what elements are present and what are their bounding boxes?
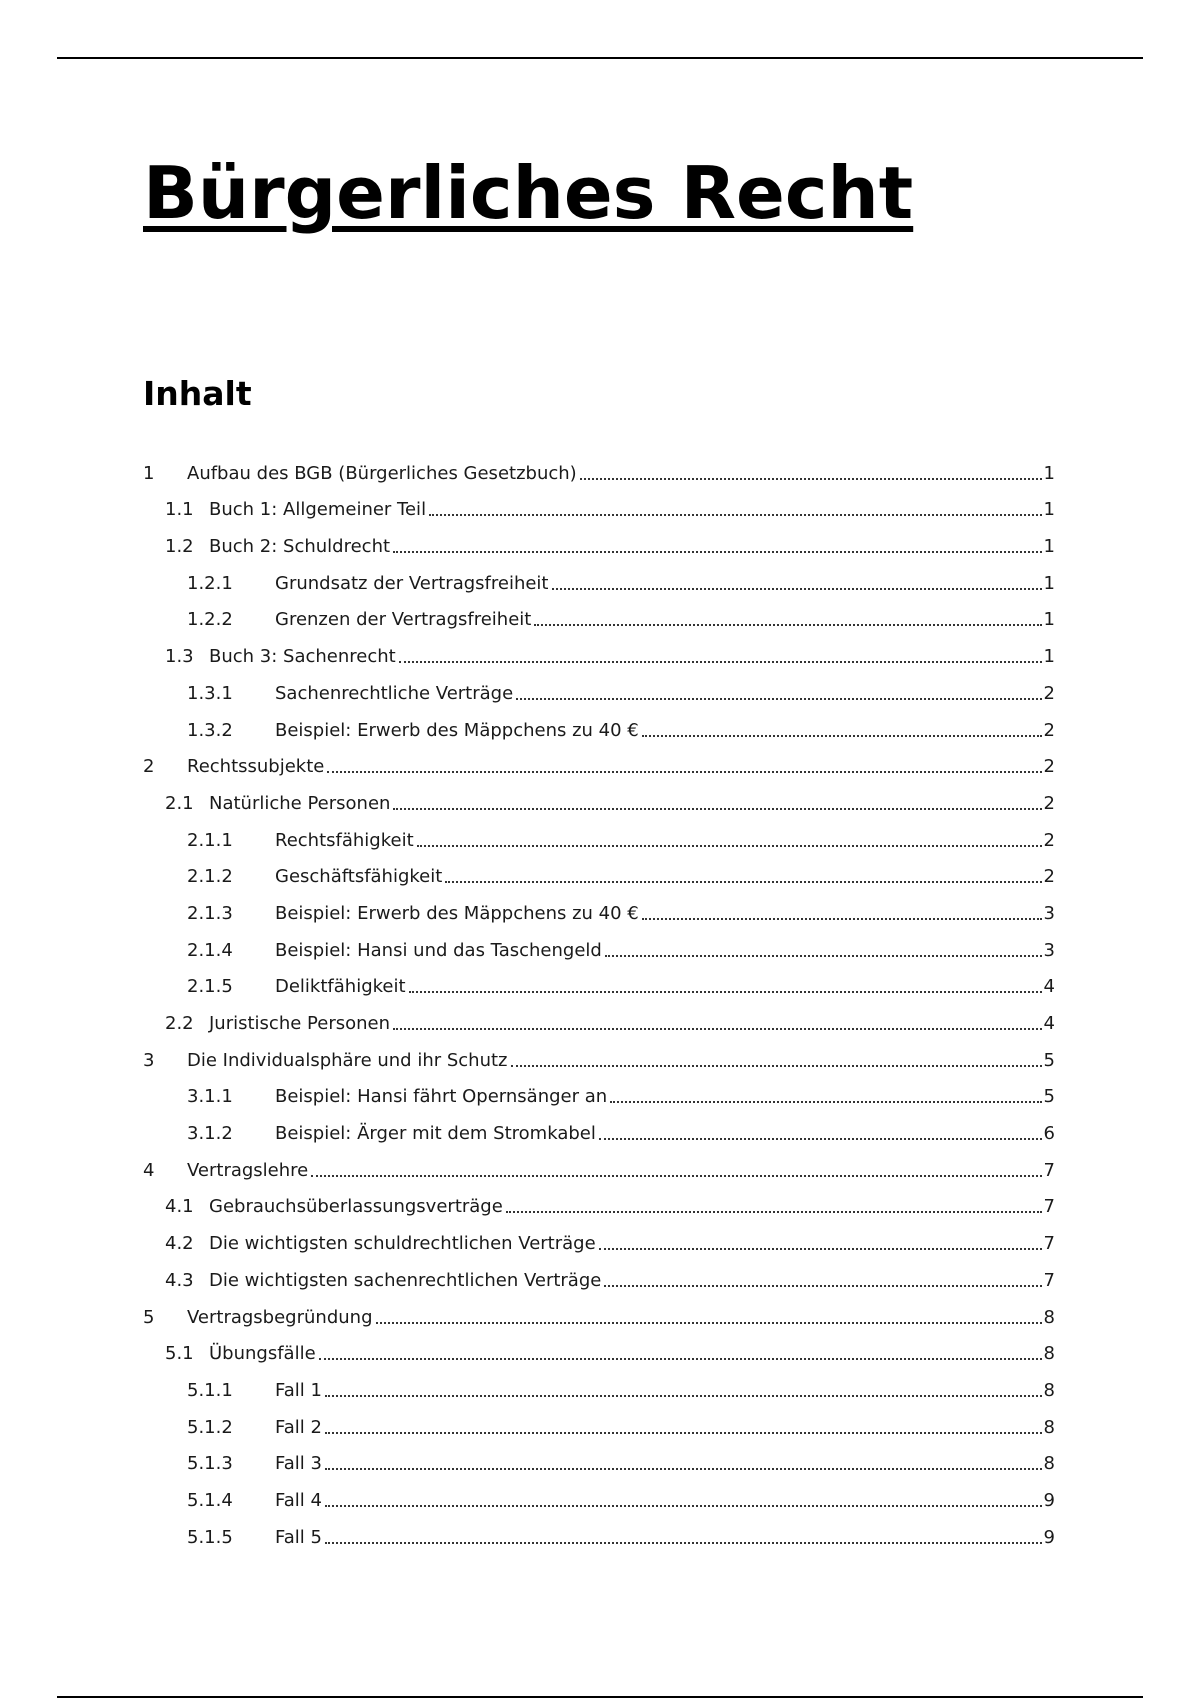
toc-entry-number: 1.2.2 [187,609,233,631]
toc-entry-label: Fall 1 [275,1379,322,1401]
toc-entry-number: 1.3 [165,646,194,668]
toc-entry-number: 4 [143,1159,155,1181]
toc-entry-number: 5.1 [165,1343,194,1365]
toc-entry[interactable] [143,1190,1055,1227]
toc-dot-leader [516,698,1041,700]
toc-entry[interactable] [143,1337,1055,1374]
toc-entry-number: 5.1.2 [187,1416,233,1438]
toc-dot-leader [445,881,1041,883]
toc-dot-leader [599,1248,1042,1250]
toc-entry-number: 5 [143,1306,155,1328]
toc-entry-number: 5.1.1 [187,1379,233,1401]
toc-dot-leader [393,1028,1042,1030]
toc-entry-label: Beispiel: Hansi und das Taschengeld [275,939,602,961]
toc-entry-label: Fall 4 [275,1489,322,1511]
toc-entry-number: 3 [143,1049,155,1071]
toc-dot-leader [325,1432,1042,1434]
toc-entry-page: 6 [1043,1123,1055,1145]
toc-entry[interactable] [143,713,1055,750]
toc-entry[interactable] [143,1410,1055,1447]
toc-entry-number: 5.1.4 [187,1489,233,1511]
toc-entry[interactable] [143,1153,1055,1190]
document-title: Bürgerliches Recht [143,151,914,235]
toc-entry-label: Beispiel: Erwerb des Mäppchens zu 40 € [275,902,639,924]
toc-dot-leader [393,808,1041,810]
toc-entry[interactable] [143,1006,1055,1043]
header-rule [57,57,1143,59]
toc-entry-label: Fall 2 [275,1416,322,1438]
toc-dot-leader [610,1101,1041,1103]
toc-entry-page: 2 [1043,792,1055,814]
toc-dot-leader [534,624,1041,626]
toc-entry[interactable] [143,970,1055,1007]
toc-entry-number: 2.1.3 [187,902,233,924]
toc-entry[interactable] [143,860,1055,897]
toc-dot-leader [429,514,1041,516]
toc-dot-leader [605,955,1042,957]
toc-entry-page: 2 [1043,756,1055,778]
toc-dot-leader [325,1468,1042,1470]
toc-entry[interactable] [143,1080,1055,1117]
toc-entry-page: 2 [1043,866,1055,888]
toc-entry[interactable] [143,1483,1055,1520]
toc-dot-leader [399,661,1042,663]
toc-entry-page: 8 [1043,1379,1055,1401]
toc-heading: Inhalt [143,374,252,413]
toc-entry-label: Fall 3 [275,1453,322,1475]
table-of-contents [143,456,1055,1557]
toc-entry-page: 1 [1043,536,1055,558]
toc-entry-page: 5 [1043,1049,1055,1071]
toc-entry-number: 1.3.1 [187,682,233,704]
toc-dot-leader [409,991,1042,993]
toc-entry-label: Buch 2: Schuldrecht [209,536,391,558]
toc-entry[interactable] [143,603,1055,640]
toc-entry-label: Grenzen der Vertragsfreiheit [275,609,532,631]
toc-entry[interactable] [143,1300,1055,1337]
toc-entry-label: Rechtssubjekte [187,756,325,778]
toc-dot-leader [580,478,1042,480]
toc-entry-label: Rechtsfähigkeit [275,829,414,851]
toc-entry-label: Fall 5 [275,1526,322,1548]
toc-dot-leader [511,1065,1042,1067]
toc-entry-label: Übungsfälle [209,1343,316,1365]
toc-entry-label: Grundsatz der Vertragsfreiheit [275,572,549,594]
toc-entry-number: 2.2 [165,1013,194,1034]
toc-entry[interactable] [143,823,1055,860]
toc-entry-label: Aufbau des BGB (Bürgerliches Gesetzbuch) [187,462,577,484]
toc-entry-number: 1.3.2 [187,719,233,741]
toc-entry[interactable] [143,1263,1055,1300]
toc-entry[interactable] [143,676,1055,713]
toc-dot-leader [642,918,1042,920]
toc-dot-leader [327,771,1041,773]
toc-dot-leader [325,1542,1042,1544]
toc-entry-label: Natürliche Personen [209,792,391,814]
toc-entry-label: Beispiel: Erwerb des Mäppchens zu 40 € [275,719,639,741]
toc-entry[interactable] [143,896,1055,933]
toc-entry[interactable] [143,1226,1055,1263]
toc-entry-label: Deliktfähigkeit [275,976,406,998]
toc-entry-page: 1 [1043,572,1055,594]
toc-entry-number: 1 [143,462,155,484]
toc-entry[interactable] [143,1043,1055,1080]
toc-entry-page: 3 [1043,902,1055,924]
toc-entry-page: 4 [1043,976,1055,998]
toc-entry-number: 4.2 [165,1233,194,1255]
toc-entry-number: 2.1.4 [187,939,233,961]
toc-dot-leader [552,588,1042,590]
toc-entry-page: 2 [1043,829,1055,851]
toc-entry-number: 1.1 [165,499,194,521]
toc-entry-page: 8 [1043,1416,1055,1438]
toc-entry-label: Vertragsbegründung [187,1306,373,1328]
toc-entry[interactable] [143,1520,1055,1557]
toc-entry-page: 8 [1043,1453,1055,1475]
toc-entry-page: 8 [1043,1306,1055,1328]
toc-entry-number: 1.2.1 [187,572,233,594]
toc-entry[interactable] [143,529,1055,566]
toc-entry-number: 2.1 [165,792,194,814]
toc-entry-number: 2 [143,756,155,778]
toc-entry-label: Beispiel: Hansi fährt Opernsänger an [275,1086,608,1108]
toc-dot-leader [325,1505,1042,1507]
toc-entry[interactable] [143,493,1055,530]
toc-entry-label: Sachenrechtliche Verträge [275,682,514,704]
toc-entry-page: 5 [1043,1086,1055,1108]
toc-dot-leader [506,1211,1042,1213]
toc-entry-page: 9 [1043,1526,1055,1548]
toc-entry-label: Vertragslehre [187,1159,309,1181]
toc-entry-page: 1 [1043,499,1055,521]
toc-entry[interactable] [143,786,1055,823]
toc-dot-leader [417,845,1042,847]
toc-entry-label: Die Individualsphäre und ihr Schutz [187,1049,508,1071]
toc-dot-leader [376,1322,1042,1324]
toc-entry-page: 7 [1043,1196,1055,1218]
toc-entry-label: Juristische Personen [209,1013,391,1034]
footer-rule [57,1696,1143,1698]
toc-entry-number: 2.1.2 [187,866,233,888]
toc-dot-leader [311,1175,1041,1177]
toc-entry-page: 7 [1043,1269,1055,1291]
toc-entry[interactable] [143,750,1055,787]
toc-entry-page: 4 [1043,1013,1055,1034]
toc-entry-page: 7 [1043,1159,1055,1181]
toc-entry-number: 4.1 [165,1196,194,1218]
toc-entry-page: 1 [1043,609,1055,631]
toc-entry-number: 3.1.2 [187,1123,233,1145]
toc-entry-number: 3.1.1 [187,1086,233,1108]
toc-entry-page: 1 [1043,646,1055,668]
toc-entry-label: Buch 3: Sachenrecht [209,646,396,668]
toc-entry-label: Die wichtigsten schuldrechtlichen Verträge [209,1233,596,1255]
toc-entry[interactable] [143,933,1055,970]
toc-entry-page: 3 [1043,939,1055,961]
toc-dot-leader [393,551,1042,553]
toc-entry-number: 2.1.1 [187,829,233,851]
toc-entry-label: Beispiel: Ärger mit dem Stromkabel [275,1123,596,1145]
toc-entry-number: 5.1.5 [187,1526,233,1548]
toc-entry-page: 2 [1043,682,1055,704]
toc-entry[interactable] [143,1373,1055,1410]
toc-entry[interactable] [143,456,1055,493]
toc-entry[interactable] [143,566,1055,603]
toc-dot-leader [599,1138,1042,1140]
toc-entry[interactable] [143,1116,1055,1153]
toc-entry-page: 9 [1043,1489,1055,1511]
toc-entry-page: 2 [1043,719,1055,741]
toc-entry-number: 2.1.5 [187,976,233,998]
toc-entry-label: Geschäftsfähigkeit [275,866,443,888]
toc-dot-leader [642,735,1042,737]
toc-entry-number: 4.3 [165,1269,194,1291]
toc-entry-page: 7 [1043,1233,1055,1255]
toc-dot-leader [325,1395,1042,1397]
toc-entry-page: 1 [1043,462,1055,484]
toc-entry-number: 1.2 [165,536,194,558]
toc-dot-leader [319,1358,1042,1360]
toc-entry[interactable] [143,1447,1055,1484]
toc-entry-label: Die wichtigsten sachenrechtlichen Verträge [209,1269,602,1291]
toc-entry-page: 8 [1043,1343,1055,1365]
toc-entry[interactable] [143,639,1055,676]
toc-entry-number: 5.1.3 [187,1453,233,1475]
toc-entry-label: Gebrauchsüberlassungsverträge [209,1196,503,1218]
toc-entry-label: Buch 1: Allgemeiner Teil [209,499,427,521]
toc-dot-leader [604,1285,1041,1287]
